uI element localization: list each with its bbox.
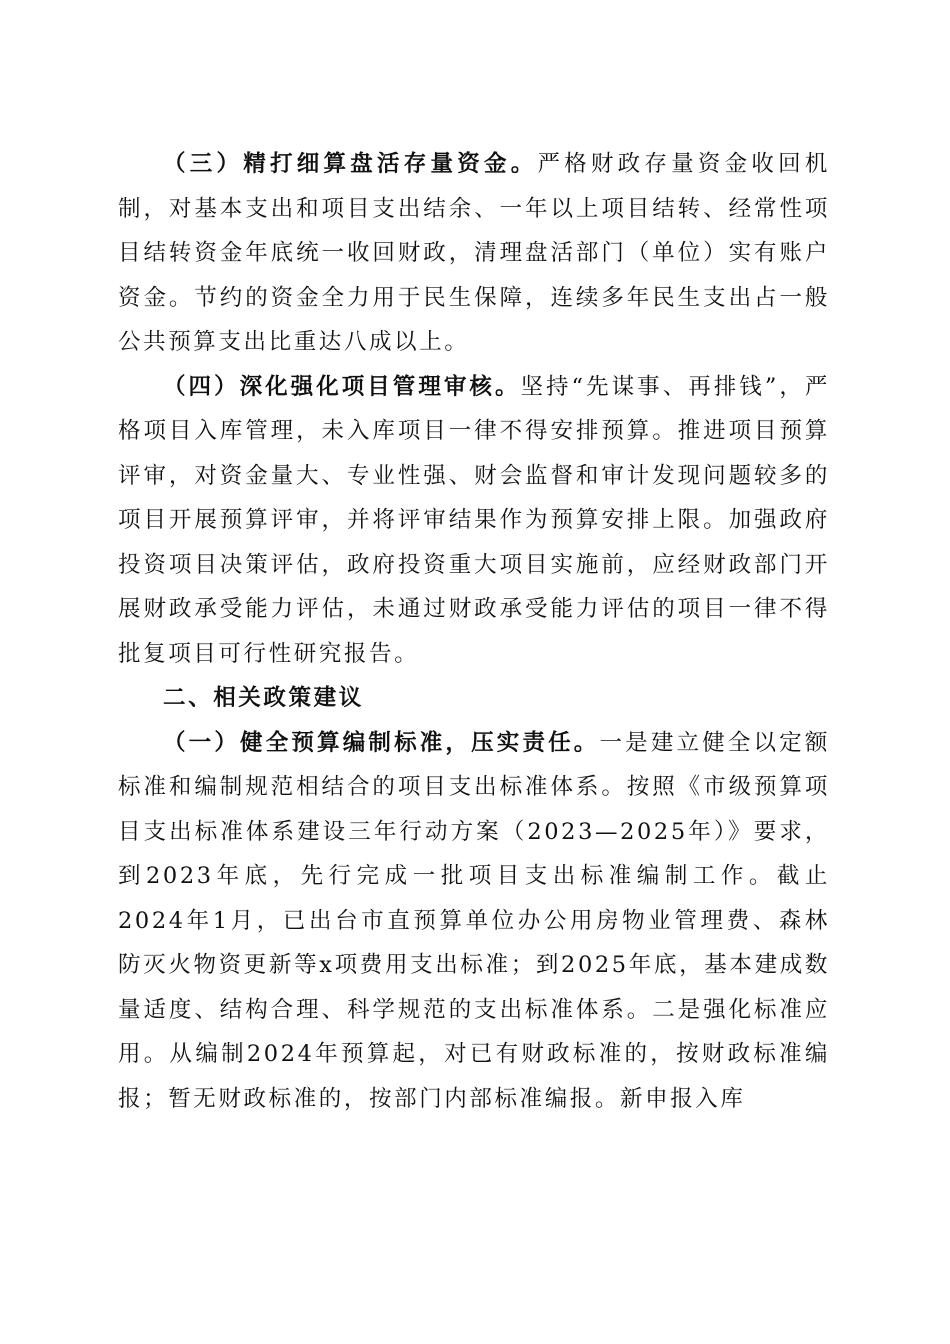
paragraph-lead: （四）深化强化项目管理审核。 bbox=[163, 373, 521, 400]
paragraph-lead: （三）精打细算盘活存量资金。 bbox=[163, 151, 538, 177]
paragraph-lead: （一）健全预算编制标准，压实责任。 bbox=[163, 729, 600, 756]
paragraph-text: 严格财政存量资金收回机制，对基本支出和项目支出结余、一年以上项目结转、经常性项目结转资金年底统一收回财政，清理盘活部门（单位）实有账户资金。节约的资金全力用于民生保障，连续多年民生支出占一般公共预算支出比重达八成以上。 bbox=[118, 151, 830, 355]
paragraph-budget-standards bbox=[118, 721, 830, 1122]
document-body bbox=[118, 142, 830, 1121]
paragraph-text: 坚持“先谋事、再排钱”，严格项目入库管理，未入库项目一律不得安排预算。推进项目预算评审，对资金量大、专业性强、财会监督和审计发现问题较多的项目开展预算评审，并将评审结果作为预算安排上限。加强政府投资项目决策评估，政府投资重大项目实施前，应经财政部门开展财政承受能力评估，未通过财政承受能力评估的项目一律不得批复项目可行性研究报告。 bbox=[118, 373, 830, 667]
paragraph-stock-funds bbox=[118, 142, 830, 365]
section-heading: 二、相关政策建议 bbox=[163, 685, 364, 711]
paragraph-text: 一是建立健全以定额标准和编制规范相结合的项目支出标准体系。按照《市级预算项目支出标准体系建设三年行动方案（2023—2025年）》要求，到2023年底，先行完成一批项目支出标准编制工作。截止2024年1月，已出台市直预算单位办公用房物业管理费、森林防灭火物资更新等x项费用支出标准；到2025年底，基本建成数量适度、结构合理、科学规范的支出标准体系。二是强化标准应用。从编制2024年预算起，对已有财政标准的，按财政标准编报；暂无财政标准的，按部门内部标准编报。新申报入库 bbox=[118, 729, 831, 1112]
paragraph-project-review bbox=[118, 365, 830, 677]
